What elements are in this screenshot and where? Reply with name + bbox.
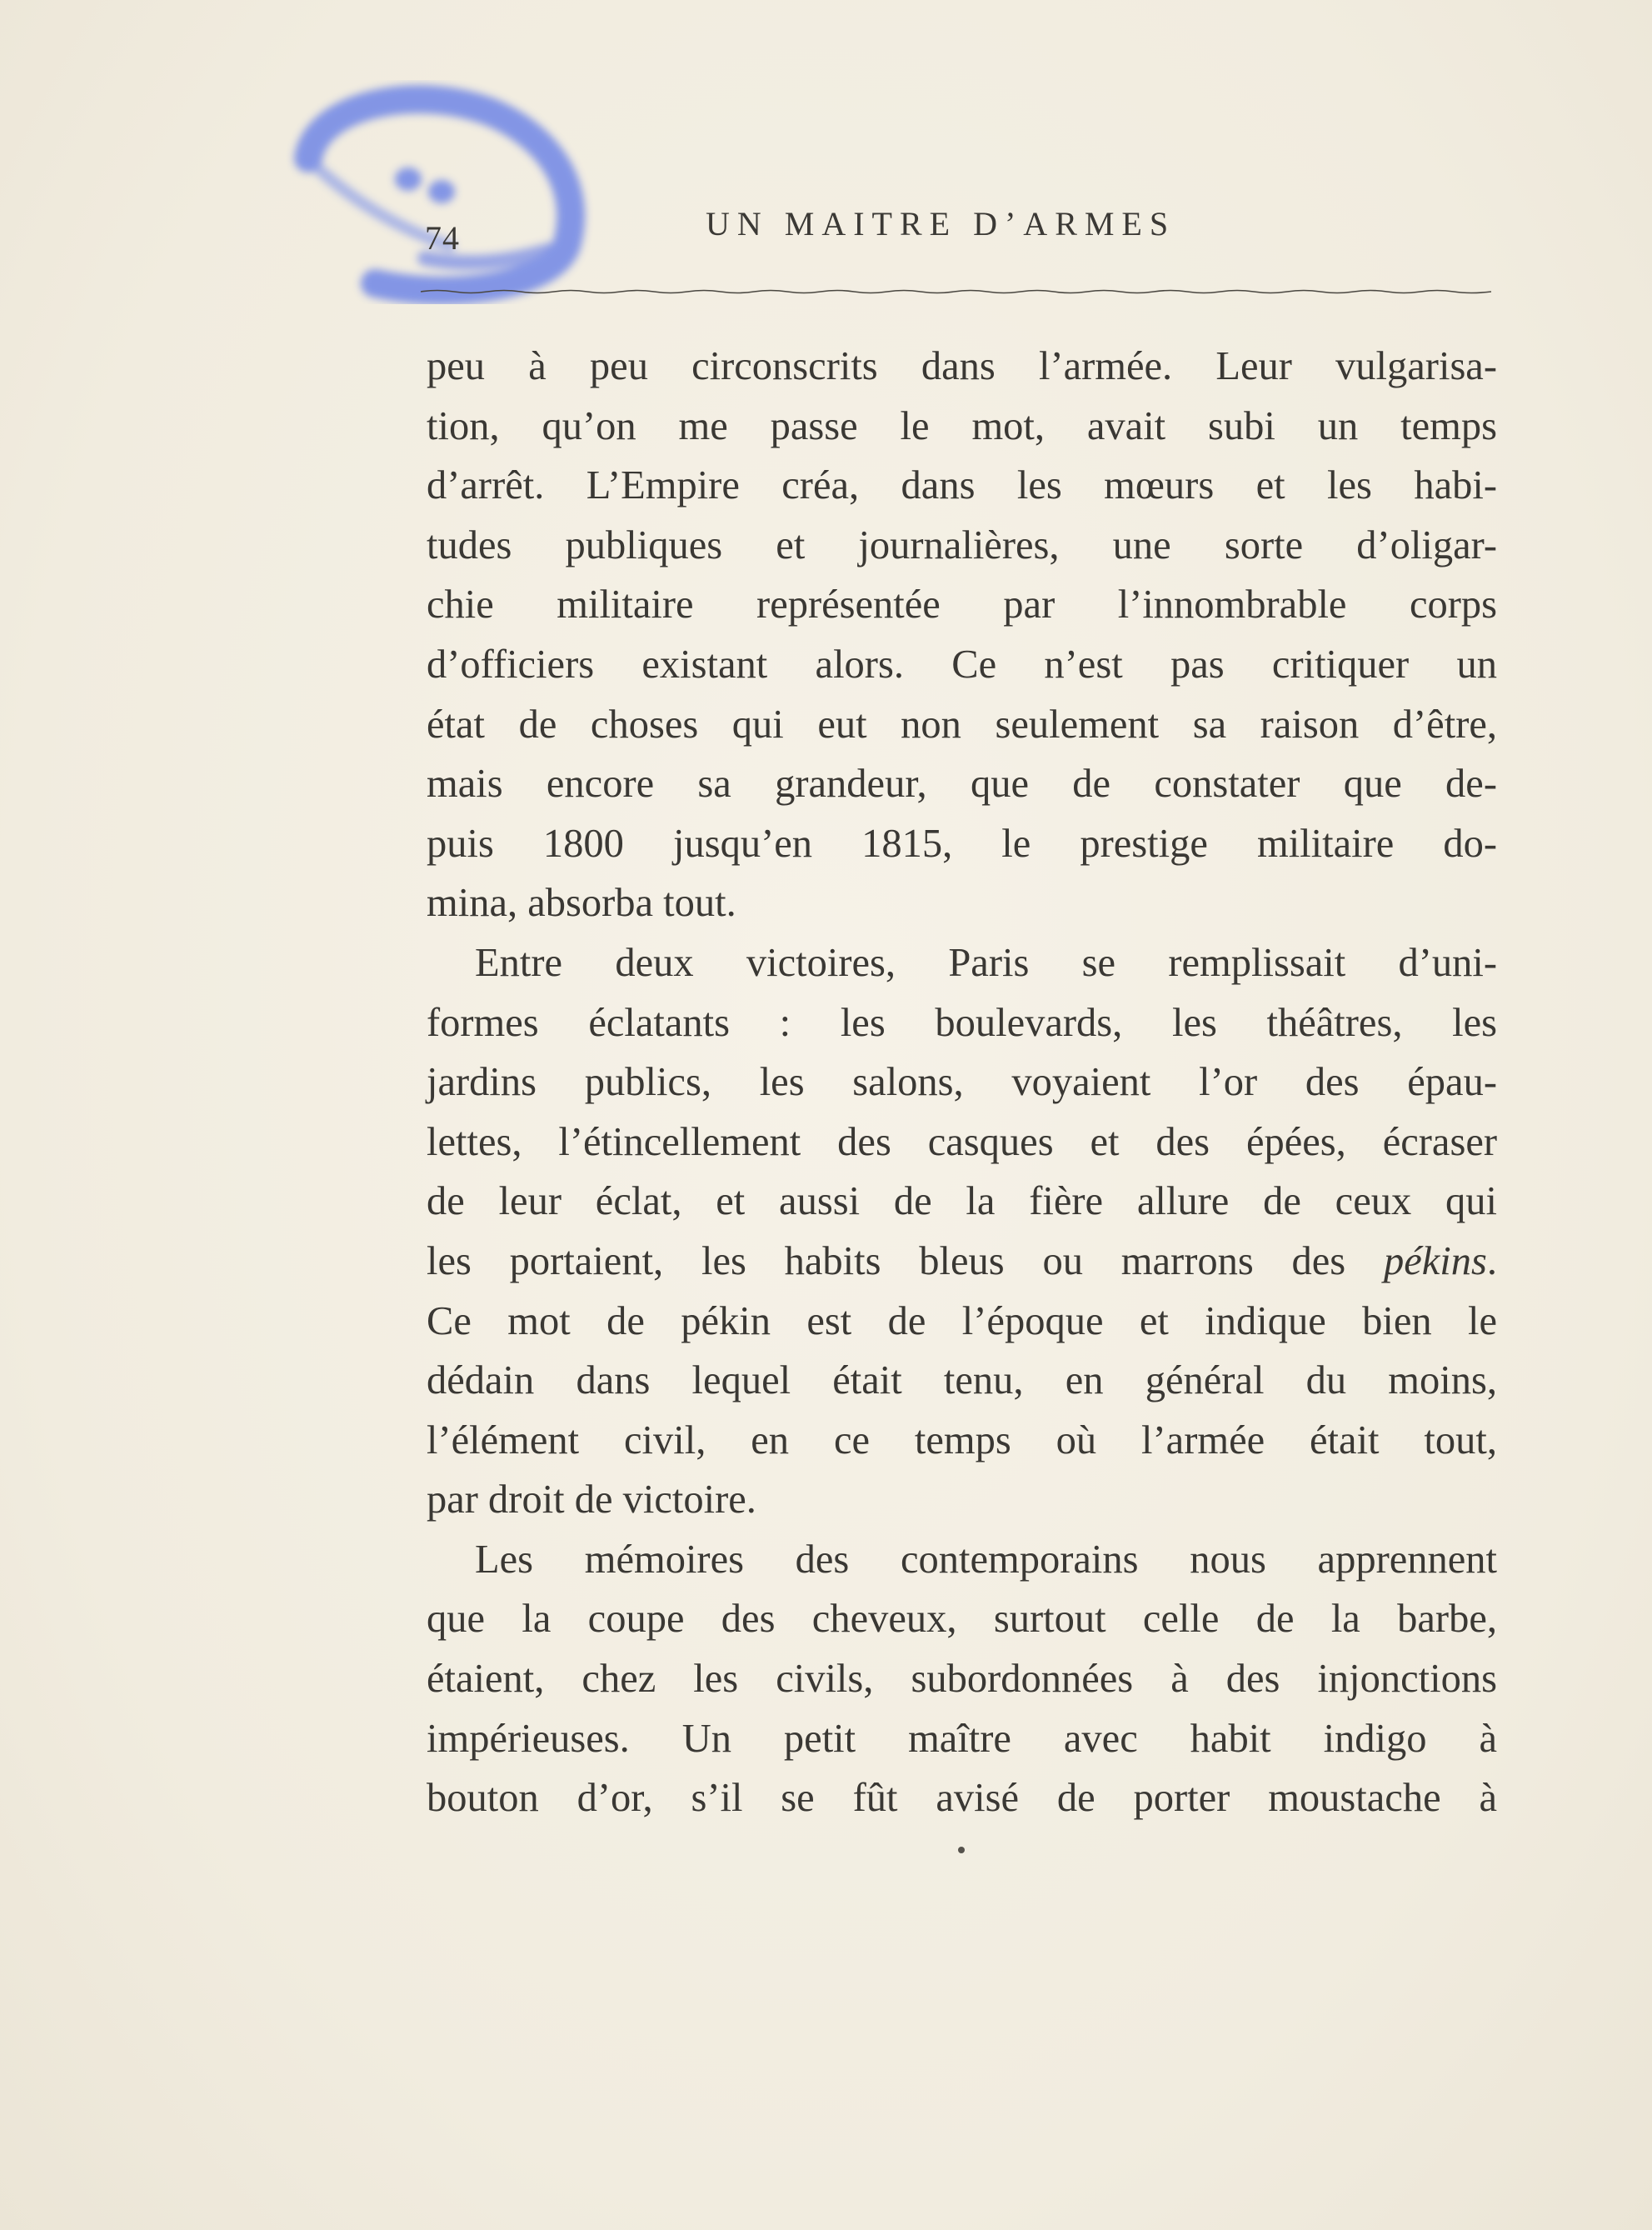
body-text [427,337,1497,1828]
italic-word: pékins [1383,1238,1487,1283]
text-line: jardins publics, les salons, voyaient l’or des épau- [427,1060,1497,1105]
text-line: l’élément civil, en ce temps où l’armée était tout, [427,1418,1497,1462]
text-line: de leur éclat, et aussi de la fière allure de ceux qui [427,1179,1497,1224]
text-line: peu à peu circonscrits dans l’armée. Leur vulgarisa- [427,344,1497,388]
text-segment: . [1486,1238,1497,1283]
text-line: mais encore sa grandeur, que de constater que de- [427,762,1497,807]
ink-dot [958,1847,965,1853]
text-line: Ce mot de pékin est de l’époque et indique bien le [427,1298,1497,1343]
text-line: mina, absorba tout. [427,881,736,926]
text-line: Entre deux victoires, Paris se remplissait d’uni- [475,940,1497,985]
text-line: impérieuses. Un petit maître avec habit indigo à [427,1716,1497,1761]
text-line: lettes, l’étincellement des casques et des épées, écraser [427,1119,1497,1164]
running-header [425,200,1491,257]
text-line: tudes publiques et journalières, une sorte d’oligar- [427,522,1497,568]
text-segment: les portaient, les habits bleus ou marrons des [427,1238,1384,1283]
text-line: dédain dans lequel était tenu, en général du moins, [427,1358,1497,1403]
running-title: UN MAITRE D’ARMES [706,205,1176,242]
text-line: bouton d’or, s’il se fût avisé de porter moustache à [427,1776,1497,1821]
text-line: que la coupe des cheveux, surtout celle de la barbe, [427,1597,1497,1642]
text-line: état de choses qui eut non seulement sa raison d’être, [427,702,1497,747]
header-rule [421,289,1491,294]
text-line: d’arrêt. L’Empire créa, dans les mœurs et les habi- [427,463,1497,508]
library-stamp-icon [283,79,600,304]
text-line: étaient, chez les civils, subordonnées à des injonctions [427,1657,1497,1702]
text-line: Les mémoires des contemporains nous apprennent [475,1537,1497,1582]
text-line: formes éclatants : les boulevards, les théâtres, les [427,1000,1497,1045]
text-line: chie militaire représentée par l’innombrable corps [427,582,1497,628]
page-number: 74 [425,219,460,257]
text-line: puis 1800 jusqu’en 1815, le prestige militaire do- [427,821,1497,866]
text-line: tion, qu’on me passe le mot, avait subi un temps [427,403,1497,448]
text-line: par droit de victoire. [427,1478,756,1522]
text-line-with-italic [427,1232,1497,1292]
text-line: d’officiers existant alors. Ce n’est pas critiquer un [427,642,1497,687]
